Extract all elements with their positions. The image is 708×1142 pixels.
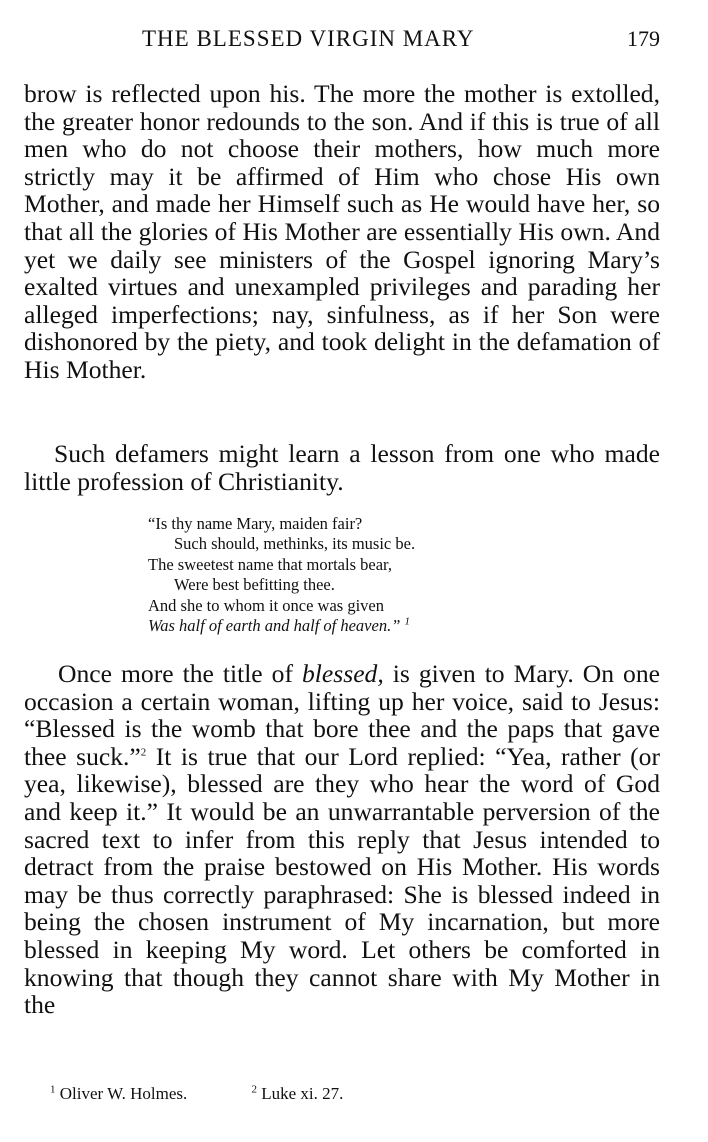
page-number: 179 <box>627 26 660 51</box>
footnote-1-mark: 1 <box>50 1083 56 1096</box>
poem-line-5: And she to whom it once was given <box>148 595 385 615</box>
footnote-2-text: Luke xi. 27. <box>261 1084 344 1103</box>
paragraph-3-middle: is given to Mary. On one occasion a certain woman, lifting up her voice, said to Jesus: “Blessed is the womb that bore thee and the paps that gave thee suck.” <box>24 659 661 771</box>
poem-line-6-text: Was half of earth and half of heaven.” <box>148 616 401 636</box>
running-head: THE BLESSED VIRGIN MARY <box>142 26 475 51</box>
paragraph-2 <box>24 440 660 495</box>
paragraph-1-text: brow is reflected upon his. The more the mother is extolled, the greater honor redounds to the son. And if this is true of all men who do not choose their mothers, how much more strictly may it be affirmed of Him who chose His own Mother, and made her Himself such as He would have her, so that all the glories of His Mother are essentially His own. And yet we daily see ministers of the Gospel ignoring Mary’s exalted virtues and unexampled privileges and parading her alleged imperfections; nay, sinfulness, as if her Son were dishonored by the piety, and took delight in the defamation of His Mother. <box>24 79 660 384</box>
paragraph-3 <box>24 660 660 1019</box>
footnote-ref-2: 2 <box>140 746 147 759</box>
footnotes <box>50 1084 343 1104</box>
footnote-ref-1: 1 <box>404 615 411 628</box>
paragraph-3-italic: blessed, <box>302 659 384 688</box>
page-header <box>24 26 664 58</box>
paragraph-1 <box>24 80 660 384</box>
poem-line-6 <box>148 616 628 636</box>
paragraph-3-rest: It is true that our Lord replied: “Yea, rather (or yea, likewise), blessed are they who hear the word of God and keep it.” It would be an unwarrantable perversion of the sacred text to infer from this reply that Jesus intended to detract from the praise bestowed on His Mother. His words may be thus correctly paraphrased: She is blessed indeed in being the chosen instrument of My incarnation, but more blessed in keeping My word. Let others be comforted in knowing that though they cannot share with My Mother in the <box>24 741 660 1020</box>
poem-line-2: Such should, methinks, its music be. <box>174 534 416 554</box>
footnote-1-text: Oliver W. Holmes. <box>59 1084 188 1103</box>
poem-line-4: Were best befitting thee. <box>174 575 335 595</box>
footnote-2 <box>252 1084 344 1104</box>
poem-line-1: “Is thy name Mary, maiden fair? <box>148 514 363 533</box>
paragraph-3-start: Once more the title of <box>58 659 302 688</box>
paragraph-3-text <box>24 660 660 1019</box>
paragraph-2-text: Such defamers might learn a lesson from one who made little profession of Christianity. <box>24 439 660 496</box>
poem-quotation <box>148 514 628 636</box>
footnote-1 <box>50 1084 187 1104</box>
footnote-2-mark: 2 <box>251 1083 257 1096</box>
poem-line-3: The sweetest name that mortals bear, <box>148 554 392 574</box>
